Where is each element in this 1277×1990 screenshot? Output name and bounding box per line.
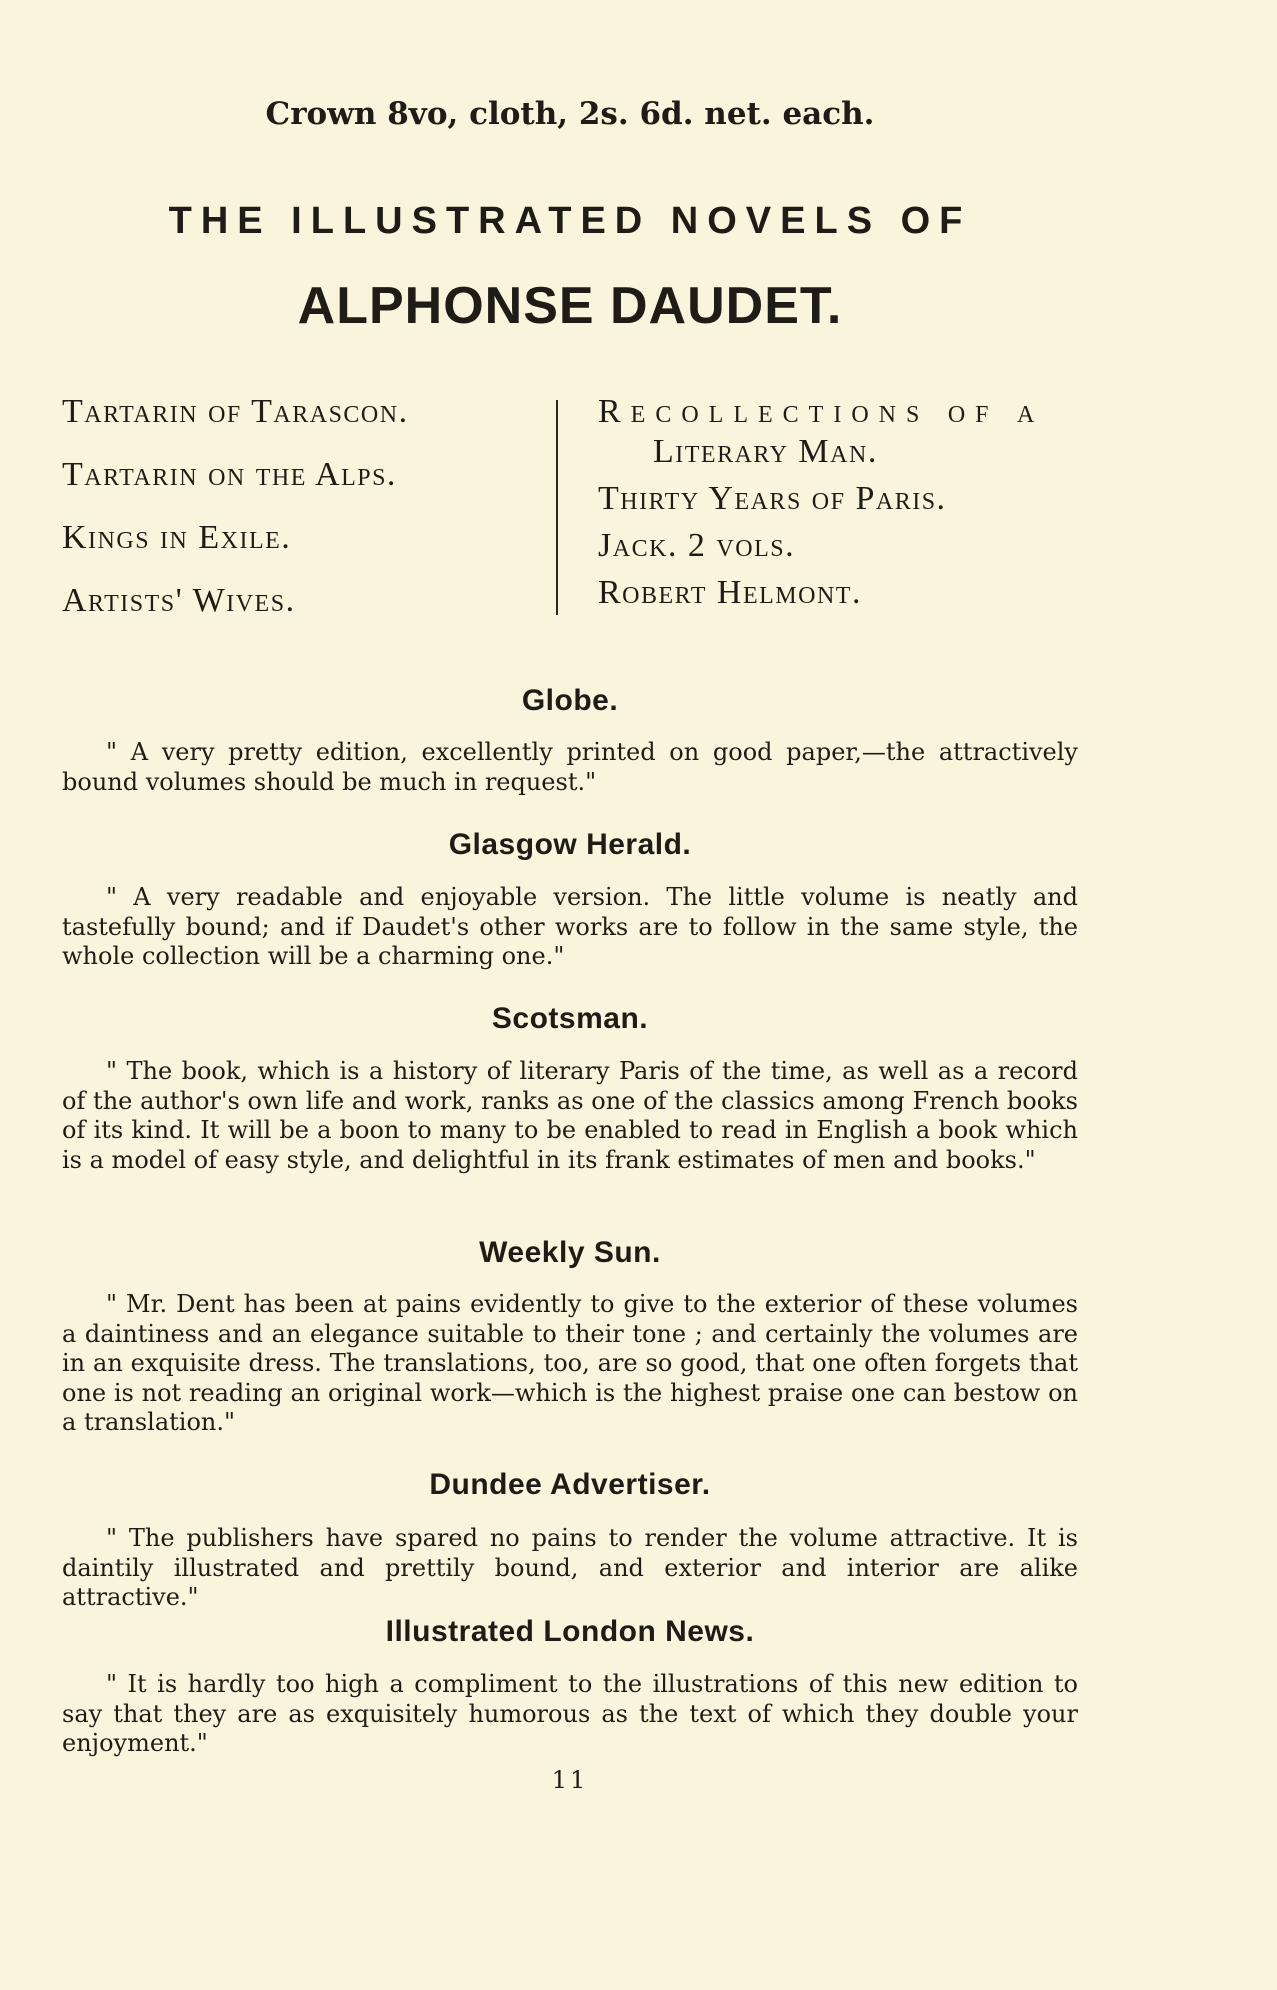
title-jack: Jack. 2 vols.	[598, 527, 796, 564]
title-tartarin-tarascon: Tartarin of Tarascon.	[62, 393, 409, 430]
price-line: Crown 8vo, cloth, 2s. 6d. net. each.	[265, 96, 875, 132]
column-divider	[556, 400, 558, 615]
review-source-weekly-sun: Weekly Sun.	[479, 1236, 661, 1269]
page-number: 11	[551, 1766, 589, 1794]
review-text-dundee-advertiser: " The publishers have spared no pains to render the volume attractive. It is daintily illustrated and prettily bound, and exterior and interior are alike attractive."	[62, 1524, 1078, 1611]
review-source-globe: Globe.	[521, 684, 619, 717]
title-recollections-line1: Recollections of a	[598, 393, 1045, 430]
title-kings-in-exile: Kings in Exile.	[62, 519, 292, 556]
title-robert-helmont: Robert Helmont.	[598, 574, 862, 611]
review-text-scotsman: " The book, which is a history of literary Paris of the time, as well as a record of the author's own life and work, ranks as one of the classics among French books of its kind. It will be a boon to many to be enabled to read in English a book which is a model of easy style, and delightful in its frank estimates of men and books."	[62, 1057, 1078, 1174]
review-text-weekly-sun: " Mr. Dent has been at pains evidently to give to the exterior of these volumes a daintiness and an elegance suitable to their tone ; and certainly the volumes are in an exquisite dress. The translations, too, are so good, that one often forgets that one is not reading an original work—which is the highest praise one can bestow on a translation."	[62, 1290, 1078, 1436]
review-source-glasgow-herald: Glasgow Herald.	[448, 828, 692, 861]
review-source-scotsman: Scotsman.	[491, 1002, 649, 1035]
review-source-dundee-advertiser: Dundee Advertiser.	[429, 1468, 711, 1501]
title-thirty-years: Thirty Years of Paris.	[598, 480, 947, 517]
title-tartarin-alps: Tartarin on the Alps.	[62, 456, 397, 493]
titles-right-column	[598, 392, 1098, 620]
review-text-illustrated-london-news: " It is hardly too high a compliment to the illustrations of this new edition to say that they are as exquisitely humorous as the text of which they double your enjoyment."	[62, 1670, 1078, 1757]
author-name: ALPHONSE DAUDET.	[297, 277, 843, 335]
titles-left-column	[62, 392, 542, 644]
title-artists-wives: Artists' Wives.	[62, 582, 296, 619]
series-title: THE ILLUSTRATED NOVELS OF	[168, 200, 972, 242]
review-source-illustrated-london-news: Illustrated London News.	[385, 1615, 755, 1648]
review-text-globe: " A very pretty edition, excellently printed on good paper,—the attractively bound volumes should be much in request."	[62, 738, 1078, 796]
title-recollections-line2: Literary Man.	[653, 433, 878, 470]
review-text-glasgow-herald: " A very readable and enjoyable version. The little volume is neatly and tastefully bound; and if Daudet's other works are to follow in the same style, the whole collection will be a charming one."	[62, 883, 1078, 970]
